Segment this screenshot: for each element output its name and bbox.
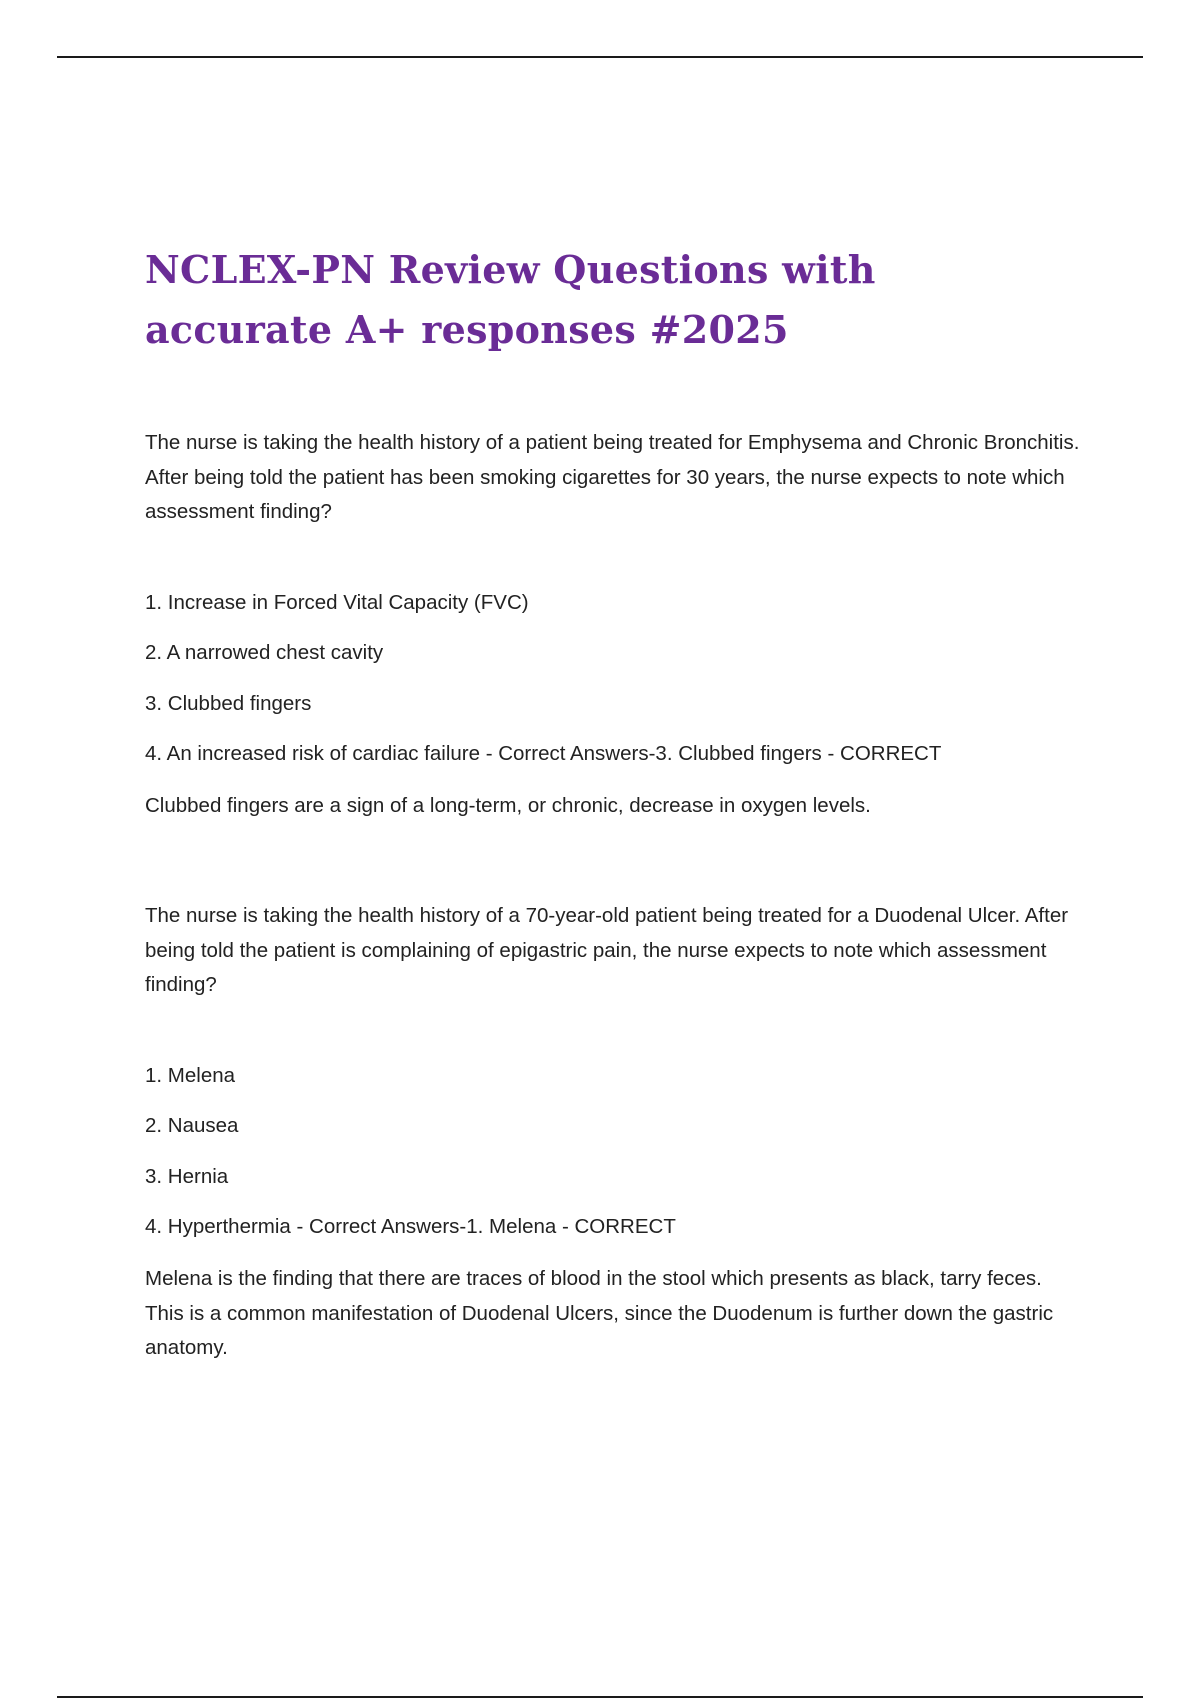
answer-option-3: 3. Clubbed fingers xyxy=(145,691,312,715)
question-1 xyxy=(145,426,1085,824)
answer-rationale: Clubbed fingers are a sign of a long-term, or chronic, decrease in oxygen levels. xyxy=(145,794,871,817)
answer-option-4: 4. An increased risk of cardiac failure - Correct Answers-3. Clubbed fingers - CORRECT xyxy=(145,742,942,765)
answer-option-1: 1. Melena xyxy=(145,1063,236,1087)
answer-option-1: 1. Increase in Forced Vital Capacity (FVC) xyxy=(145,590,529,614)
answer-rationale: Melena is the finding that there are traces of blood in the stool which presents as black, tarry feces. This is a common manifestation of Duodenal Ulcers, since the Duodenum is further down the gastric anatomy. xyxy=(145,1267,1054,1359)
question-2 xyxy=(145,899,1085,1366)
answer-options xyxy=(145,1063,1085,1241)
answer-option-4: 4. Hyperthermia - Correct Answers-1. Melena - CORRECT xyxy=(145,1215,676,1238)
question-stem: The nurse is taking the health history of a 70-year-old patient being treated for a Duodenal Ulcer. After being told the patient is complaining of epigastric pain, the nurse expects to note which assessment finding? xyxy=(145,904,1069,996)
answer-option-3: 3. Hernia xyxy=(145,1164,229,1188)
footer-rule xyxy=(57,1696,1143,1698)
answer-option-2: 2. Nausea xyxy=(145,1114,239,1137)
question-stem: The nurse is taking the health history of a patient being treated for Emphysema and Chronic Bronchitis. After being told the patient has been smoking cigarettes for 30 years, the nurse expects to note which assessment finding? xyxy=(145,431,1080,523)
header-rule xyxy=(57,56,1143,58)
answer-options xyxy=(145,590,1085,768)
answer-option-2: 2. A narrowed chest cavity xyxy=(145,641,384,664)
document-title: NCLEX-PN Review Questions with accurate A+ responses #2025 xyxy=(145,247,876,352)
